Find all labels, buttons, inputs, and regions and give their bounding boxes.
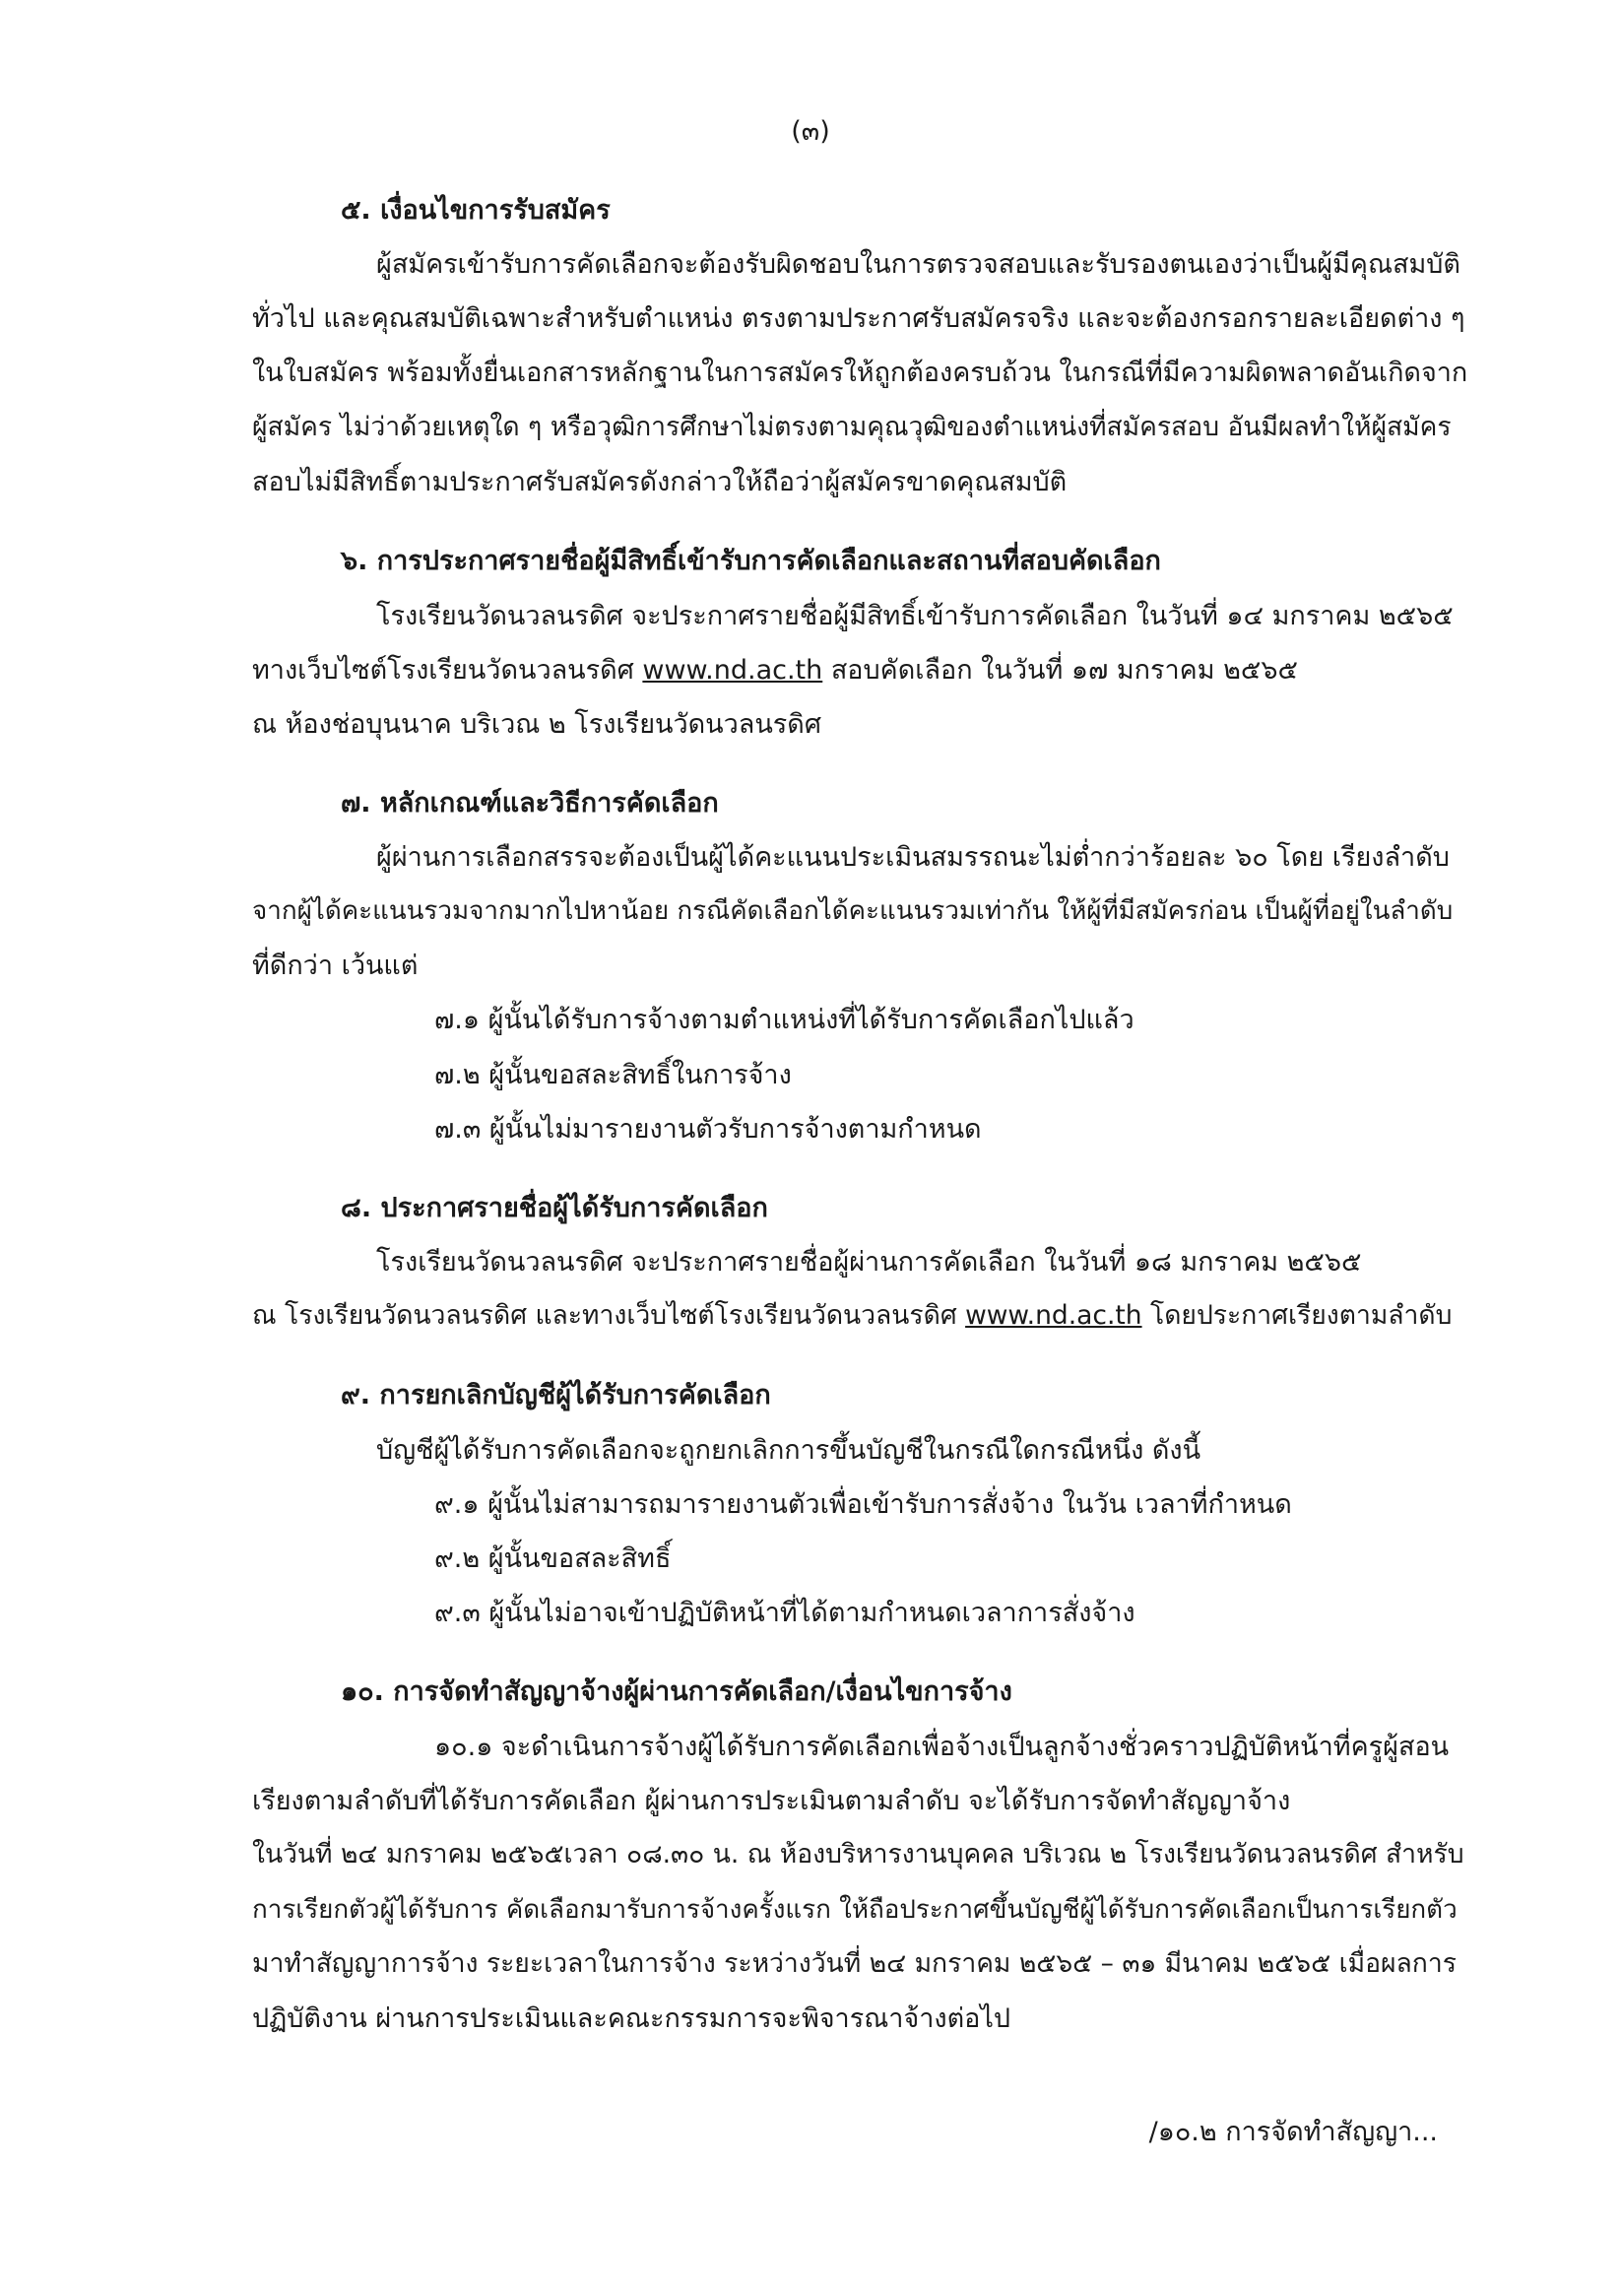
section-6-line: ณ ห้องช่อบุนนาค บริเวณ ๒ โรงเรียนวัดนวลนรดิศ — [252, 709, 821, 740]
section-6-text: ทางเว็บไซต์โรงเรียนวัดนวลนรดิศ — [252, 655, 643, 686]
section-10-line: เรียงตามลำดับที่ได้รับการคัดเลือก ผู้ผ่านการประเมินตามลำดับ จะได้รับการจัดทำสัญญาจ้าง — [252, 1786, 1291, 1816]
section-10-line: มาทำสัญญาการจ้าง ระยะเวลาในการจ้าง ระหว่างวันที่ ๒๔ มกราคม ๒๕๖๕ – ๓๑ มีนาคม ๒๕๖๕ เมื่อผลการ — [252, 1948, 1457, 1979]
section-9-intro: บัญชีผู้ได้รับการคัดเลือกจะถูกยกเลิกการขึ้นบัญชีในกรณีใดกรณีหนึ่ง ดังนี้ — [376, 1435, 1201, 1466]
section-9-item: ๙.๒ ผู้นั้นขอสละสิทธิ์ — [434, 1543, 672, 1574]
section-6-line: โรงเรียนวัดนวลนรดิศ จะประกาศรายชื่อผู้มีสิทธิ์เข้ารับการคัดเลือก ในวันที่ ๑๔ มกราคม ๒๕๖๕ — [376, 601, 1454, 631]
section-5-line: ในใบสมัคร พร้อมทั้งยื่นเอกสารหลักฐานในการสมัครให้ถูกต้องครบถ้วน ในกรณีที่มีความผิดพลาดอันเกิดจาก — [252, 358, 1468, 388]
section-8-heading: ๘. ประกาศรายชื่อผู้ได้รับการคัดเลือก — [341, 1193, 768, 1223]
section-5-line: ผู้สมัคร ไม่ว่าด้วยเหตุใด ๆ หรือวุฒิการศึกษาไม่ตรงตามคุณวุฒิของตำแหน่งที่สมัครสอบ อันมีผลทำให้ผู้สมัคร — [252, 412, 1452, 442]
section-5-heading: ๕. เงื่อนไขการรับสมัคร — [341, 195, 611, 226]
section-10-line: ปฏิบัติงาน ผ่านการประเมินและคณะกรรมการจะพิจารณาจ้างต่อไป — [252, 2003, 1011, 2034]
section-9-item: ๙.๓ ผู้นั้นไม่อาจเข้าปฏิบัติหน้าที่ได้ตามกำหนดเวลาการสั่งจ้าง — [434, 1598, 1135, 1628]
section-7-item: ๗.๓ ผู้นั้นไม่มารายงานตัวรับการจ้างตามกำหนด — [434, 1114, 982, 1145]
school-website-link[interactable]: www.nd.ac.th — [642, 655, 823, 686]
section-7-item: ๗.๑ ผู้นั้นได้รับการจ้างตามตำแหน่งที่ได้รับการคัดเลือกไปแล้ว — [434, 1005, 1135, 1035]
section-10-line: การเรียกตัวผู้ได้รับการ คัดเลือกมารับการจ้างครั้งแรก ให้ถือประกาศขึ้นบัญชีผู้ได้รับการคัดเลือกเป็นการเรียกตัว — [252, 1895, 1458, 1925]
section-6-line — [252, 657, 1298, 684]
section-6-text: สอบคัดเลือก ในวันที่ ๑๗ มกราคม ๒๕๖๕ — [822, 655, 1298, 686]
section-7-heading: ๗. หลักเกณฑ์และวิธีการคัดเลือก — [341, 788, 719, 819]
school-website-link[interactable]: www.nd.ac.th — [965, 1300, 1142, 1331]
page-number: (๓) — [791, 116, 830, 147]
section-10-heading: ๑๐. การจัดทำสัญญาจ้างผู้ผ่านการคัดเลือก/เงื่อนไขการจ้าง — [341, 1676, 1012, 1707]
section-5-line: ผู้สมัครเข้ารับการคัดเลือกจะต้องรับผิดชอบในการตรวจสอบและรับรองตนเองว่าเป็นผู้มีคุณสมบัติ — [376, 249, 1460, 280]
section-7-line: ที่ดีกว่า เว้นแต่ — [252, 951, 419, 981]
section-5-line: ทั่วไป และคุณสมบัติเฉพาะสำหรับตำแหน่ง ตรงตามประกาศรับสมัครจริง และจะต้องกรอกรายละเอียดต่าง ๆ — [252, 303, 1465, 334]
section-7-item: ๗.๒ ผู้นั้นขอสละสิทธิ์ในการจ้าง — [434, 1060, 792, 1090]
section-8-text: ณ โรงเรียนวัดนวลนรดิศ และทางเว็บไซต์โรงเรียนวัดนวลนรดิศ — [252, 1300, 966, 1331]
continuation-reference: /๑๐.๒ การจัดทำสัญญา... — [1148, 2117, 1438, 2147]
section-8-text: โดยประกาศเรียงตามลำดับ — [1141, 1300, 1453, 1331]
section-7-line: จากผู้ได้คะแนนรวมจากมากไปหาน้อย กรณีคัดเลือกได้คะแนนรวมเท่ากัน ให้ผู้ที่มีสมัครก่อน เป็นผู้ที่อยู่ในลำดับ — [252, 896, 1454, 926]
section-9-item: ๙.๑ ผู้นั้นไม่สามารถมารายงานตัวเพื่อเข้ารับการสั่งจ้าง ในวัน เวลาที่กำหนด — [434, 1489, 1292, 1520]
section-10-line: ในวันที่ ๒๔ มกราคม ๒๕๖๕เวลา ๐๘.๓๐ น. ณ ห้องบริหารงานบุคคล บริเวณ ๒ โรงเรียนวัดนวลนรดิศ สำหรับ — [252, 1839, 1464, 1870]
section-5-line: สอบไม่มีสิทธิ์ตามประกาศรับสมัครดังกล่าวให้ถือว่าผู้สมัครขาดคุณสมบัติ — [252, 467, 1068, 497]
section-10-line: ๑๐.๑ จะดำเนินการจ้างผู้ได้รับการคัดเลือกเพื่อจ้างเป็นลูกจ้างชั่วคราวปฏิบัติหน้าที่ครูผู้สอน — [434, 1732, 1450, 1762]
section-9-heading: ๙. การยกเลิกบัญชีผู้ได้รับการคัดเลือก — [341, 1380, 771, 1410]
section-8-line: โรงเรียนวัดนวลนรดิศ จะประกาศรายชื่อผู้ผ่านการคัดเลือก ในวันที่ ๑๘ มกราคม ๒๕๖๕ — [376, 1247, 1362, 1278]
section-7-line: ผู้ผ่านการเลือกสรรจะต้องเป็นผู้ได้คะแนนประเมินสมรรถนะไม่ต่ำกว่าร้อยละ ๖๐ โดย เรียงลำดับ — [376, 842, 1450, 873]
section-6-heading: ๖. การประกาศรายชื่อผู้มีสิทธิ์เข้ารับการคัดเลือกและสถานที่สอบคัดเลือก — [341, 546, 1161, 576]
section-8-line — [252, 1300, 1453, 1331]
